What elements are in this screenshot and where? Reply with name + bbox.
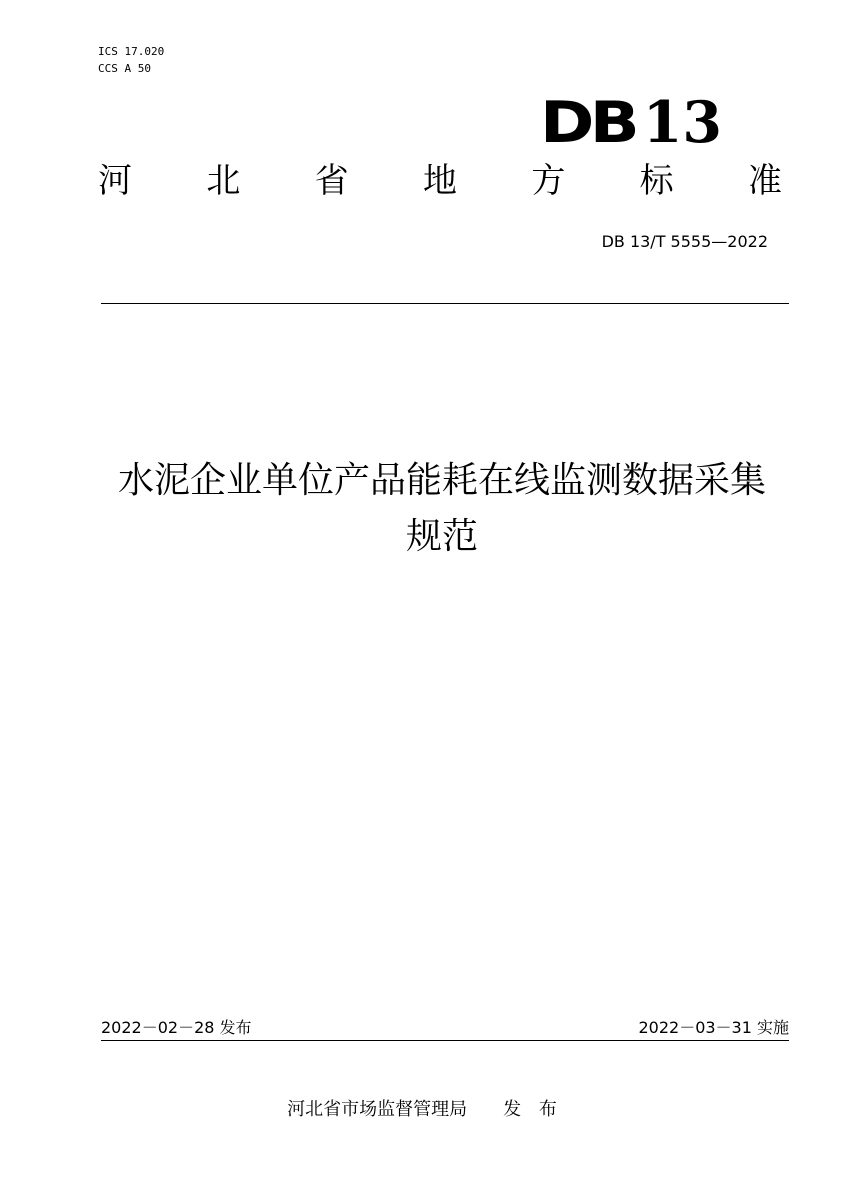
ics-code: ICS 17.020 [98, 45, 165, 58]
implementation-date: 2022－03－31 实施 [638, 1018, 789, 1037]
document-title-line-2: 规范 [405, 516, 478, 557]
publisher-name: 河北省市场监督管理局 [287, 1099, 468, 1120]
db-logo-number: 13 [642, 89, 723, 156]
header-divider [101, 303, 789, 304]
document-title-line-1: 水泥企业单位产品能耗在线监测数据采集 [117, 460, 766, 501]
standard-type-char: 方 [531, 161, 566, 201]
standard-number: DB 13/T 5555—2022 [601, 232, 768, 251]
standard-type-heading [98, 160, 782, 202]
db-logo-letters: DB [540, 90, 636, 156]
footer-divider [101, 1040, 789, 1041]
standard-type-char: 标 [639, 161, 674, 201]
standard-type-char: 河 [98, 161, 132, 201]
release-date: 2022－02－28 发布 [101, 1018, 252, 1037]
standard-type-char: 准 [747, 161, 782, 201]
document-title [80, 453, 804, 565]
standard-type-char: 省 [314, 161, 349, 201]
ccs-code: CCS A 50 [98, 62, 151, 75]
standard-type-char: 地 [422, 161, 457, 201]
date-row [101, 1018, 789, 1038]
standard-type-char: 北 [206, 161, 241, 201]
publisher-line [0, 1098, 850, 1122]
classification-codes [98, 43, 164, 77]
publisher-action: 发 布 [503, 1099, 563, 1120]
db-logo [540, 89, 723, 156]
